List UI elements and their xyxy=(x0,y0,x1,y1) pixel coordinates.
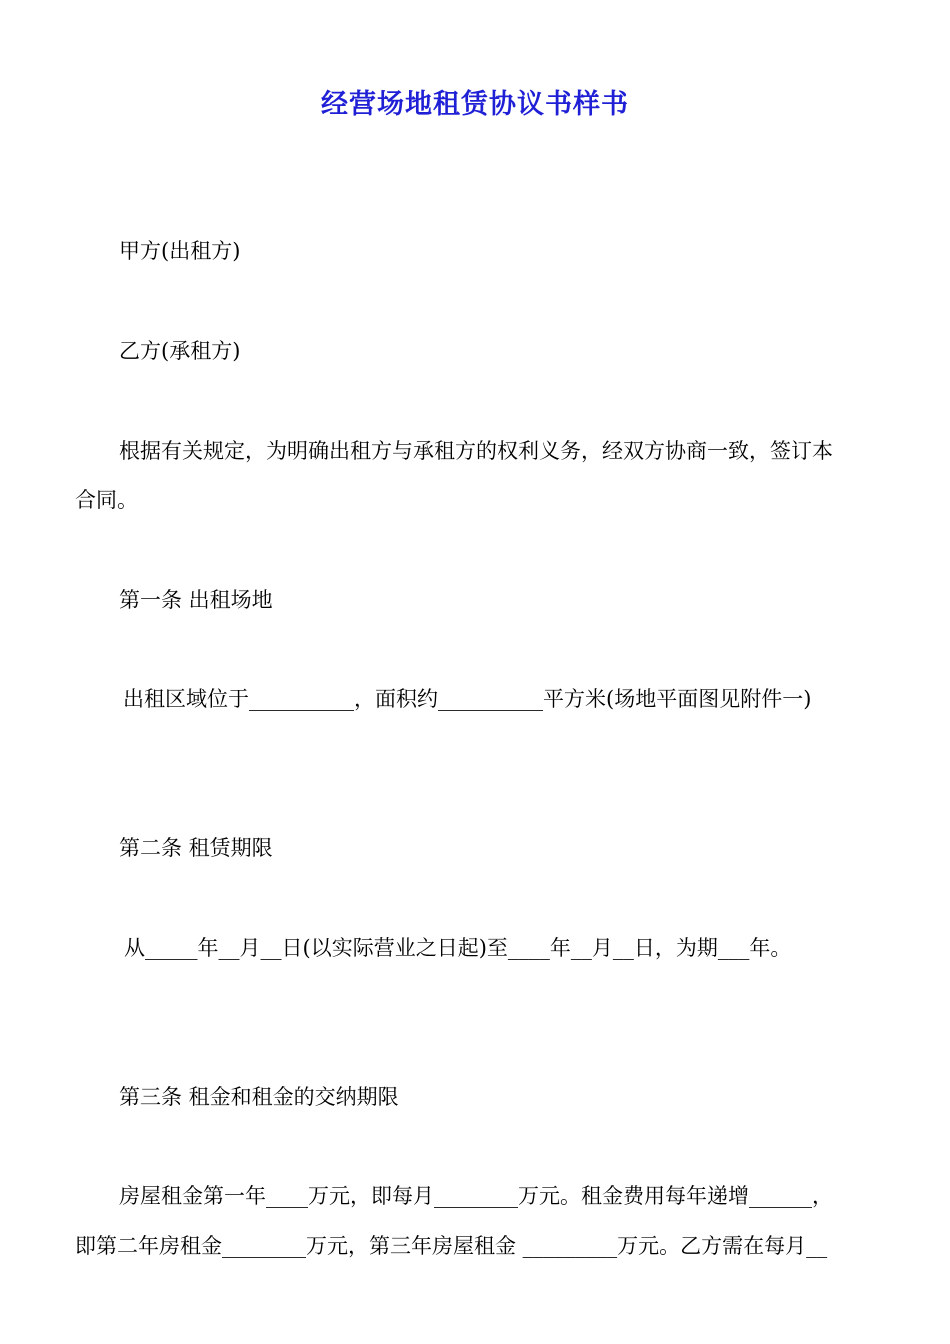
article-2-heading: 第二条 租赁期限 xyxy=(119,836,273,860)
party-b-label: 乙方(承租方) xyxy=(119,339,241,363)
article-3-body-line-2: 即第二年房租金________万元，第三年房屋租金 _________万元。乙方需在每月__ xyxy=(75,1234,828,1258)
intro-paragraph-line-1: 根据有关规定，为明确出租方与承租方的权利义务，经双方协商一致，签订本 xyxy=(119,439,833,463)
article-2-body: 从_____年__月__日(以实际营业之日起)至____年__月__日，为期___年。 xyxy=(124,936,792,960)
article-3-body-line-1: 房屋租金第一年____万元，即每月________万元。租金费用每年递增______， xyxy=(119,1184,833,1208)
article-1-heading: 第一条 出租场地 xyxy=(119,588,273,612)
intro-paragraph-line-2: 合同。 xyxy=(75,488,138,512)
document-title: 经营场地租赁协议书样书 xyxy=(321,89,629,120)
article-1-body: 出租区域位于__________，面积约__________平方米(场地平面图见附件一) xyxy=(123,687,812,711)
article-3-heading: 第三条 租金和租金的交纳期限 xyxy=(119,1085,399,1109)
party-a-label: 甲方(出租方) xyxy=(119,239,241,263)
